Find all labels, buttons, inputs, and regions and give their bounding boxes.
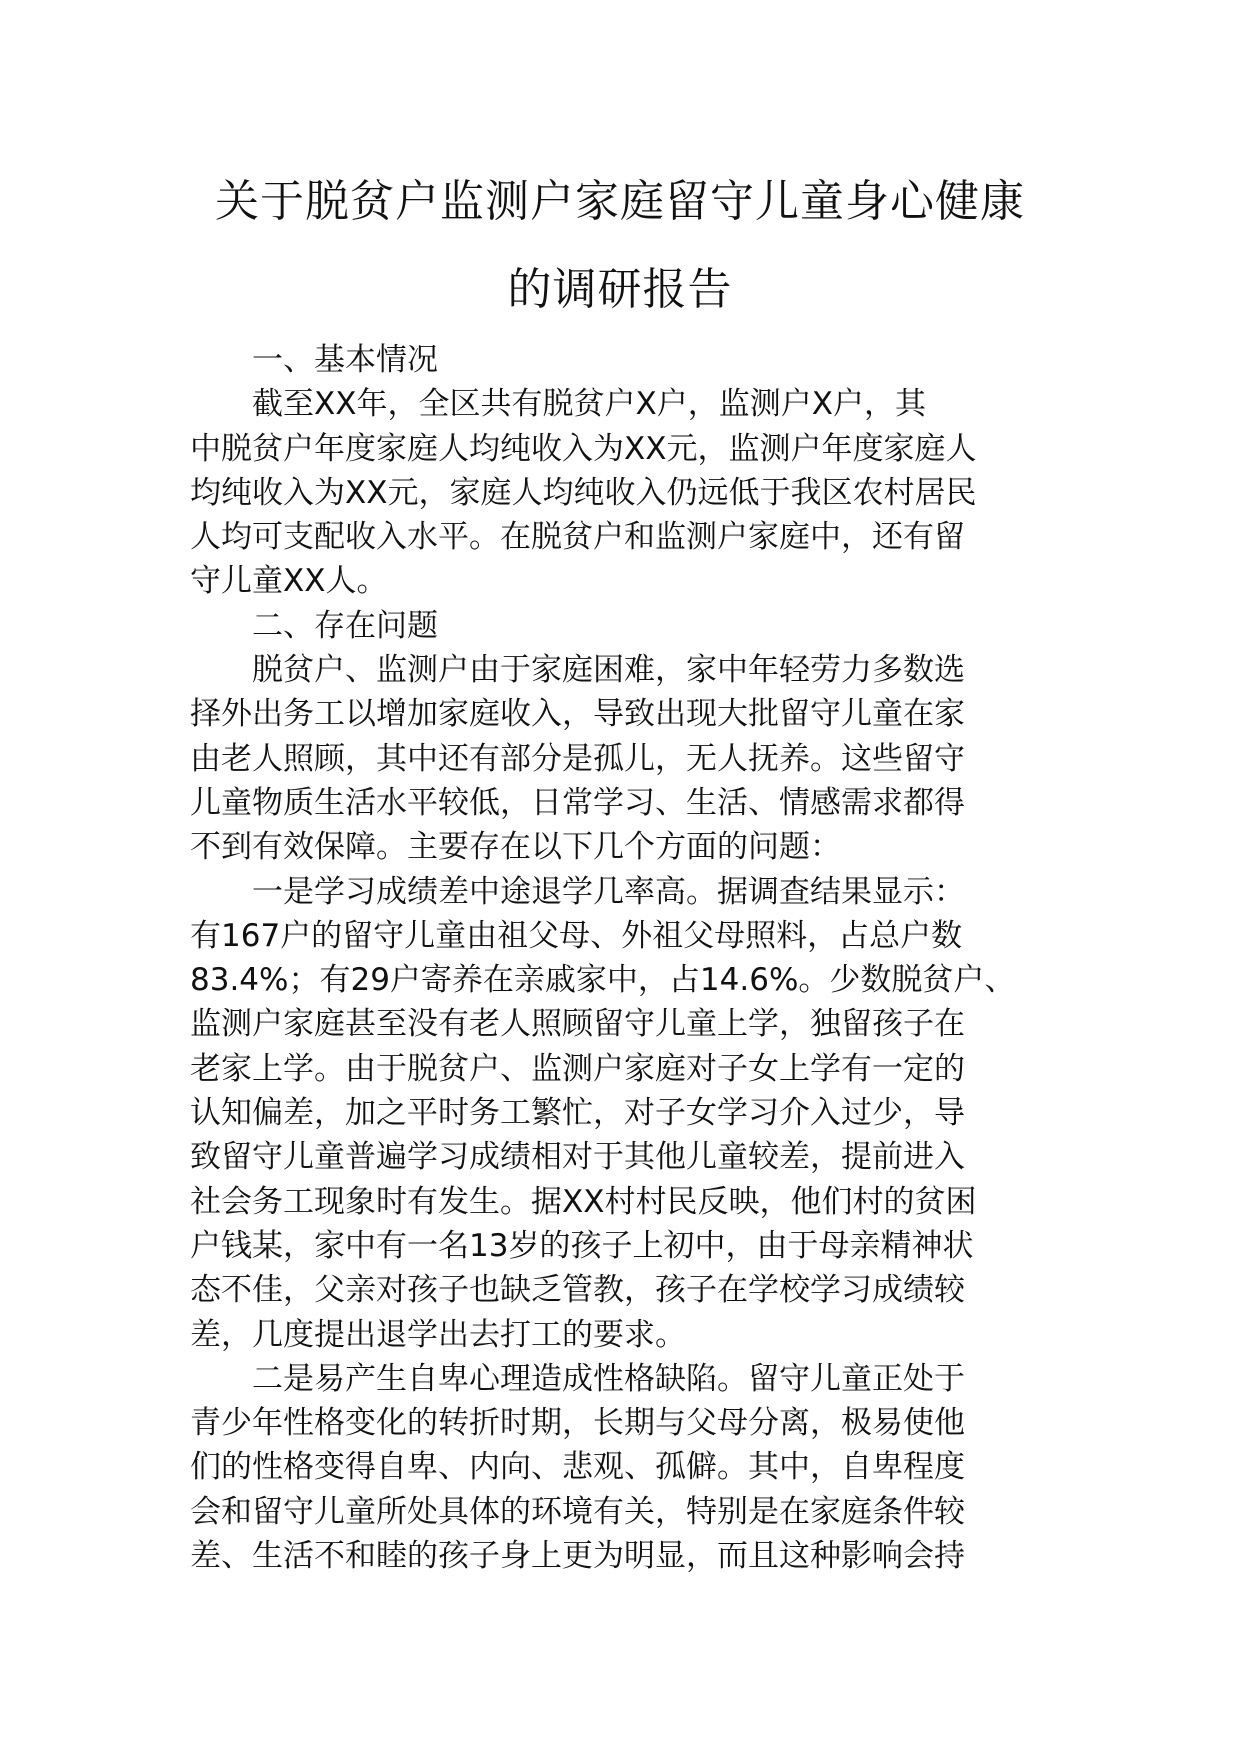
paragraph-line: 人均可支配收入水平。在脱贫户和监测户家庭中，还有留 <box>190 519 965 556</box>
paragraph-line: 社会务工现象时有发生。据XX村村民反映，他们村的贫困 <box>190 1183 977 1220</box>
document-title-line-2: 的调研报告 <box>507 264 733 315</box>
paragraph-line: 们的性格变得自卑、内向、悲观、孤僻。其中，自卑程度 <box>190 1449 965 1486</box>
paragraph-line: 青少年性格变化的转折时期，长期与父母分离，极易使他 <box>190 1405 965 1442</box>
paragraph-line: 守儿童XX人。 <box>190 563 388 600</box>
paragraph-line: 一是学习成绩差中途退学几率高。据调查结果显示： <box>252 873 965 910</box>
paragraph-line: 会和留守儿童所处具体的环境有关，特别是在家庭条件较 <box>190 1493 965 1530</box>
paragraph-line: 择外出务工以增加家庭收入，导致出现大批留守儿童在家 <box>190 696 965 733</box>
paragraph-line: 户钱某，家中有一名13岁的孩子上初中，由于母亲精神状 <box>190 1227 974 1264</box>
paragraph-line: 截至XX年，全区共有脱贫户X户，监测户X户，其 <box>252 386 926 423</box>
paragraph-line: 有167户的留守儿童由祖父母、外祖父母照料，占总户数 <box>190 917 963 954</box>
paragraph-line: 监测户家庭甚至没有老人照顾留守儿童上学，独留孩子在 <box>190 1006 965 1043</box>
paragraph-line: 均纯收入为XX元，家庭人均纯收入仍远低于我区农村居民 <box>190 474 977 511</box>
paragraph-line: 由老人照顾，其中还有部分是孤儿，无人抚养。这些留守 <box>190 740 965 777</box>
paragraph-line: 差、生活不和睦的孩子身上更为明显，而且这种影响会持 <box>190 1538 965 1575</box>
paragraph-line: 83.4%；有29户寄养在亲戚家中，占14.6%。少数脱贫户、 <box>190 962 1016 999</box>
paragraph-line: 不到有效保障。主要存在以下几个方面的问题： <box>190 829 841 866</box>
section-heading: 一、基本情况 <box>252 342 438 378</box>
paragraph-line: 致留守儿童普遍学习成绩相对于其他儿童较差，提前进入 <box>190 1139 965 1176</box>
document-title-line-1: 关于脱贫户监测户家庭留守儿童身心健康 <box>215 176 1025 227</box>
document-body <box>190 338 1058 1578</box>
paragraph-line: 差，几度提出退学出去打工的要求。 <box>190 1316 686 1353</box>
paragraph-line: 老家上学。由于脱贫户、监测户家庭对子女上学有一定的 <box>190 1050 965 1087</box>
paragraph-line: 二是易产生自卑心理造成性格缺陷。留守儿童正处于 <box>252 1360 965 1397</box>
paragraph-line: 态不佳，父亲对孩子也缺乏管教，孩子在学校学习成绩较 <box>190 1272 965 1309</box>
paragraph-line: 脱贫户、监测户由于家庭困难，家中年轻劳力多数选 <box>252 652 965 689</box>
section-heading: 二、存在问题 <box>252 607 438 644</box>
paragraph-line: 儿童物质生活水平较低，日常学习、生活、情感需求都得 <box>190 784 965 821</box>
paragraph-line: 中脱贫户年度家庭人均纯收入为XX元，监测户年度家庭人 <box>190 430 977 467</box>
paragraph-line: 认知偏差，加之平时务工繁忙，对子女学习介入过少，导 <box>190 1095 965 1132</box>
